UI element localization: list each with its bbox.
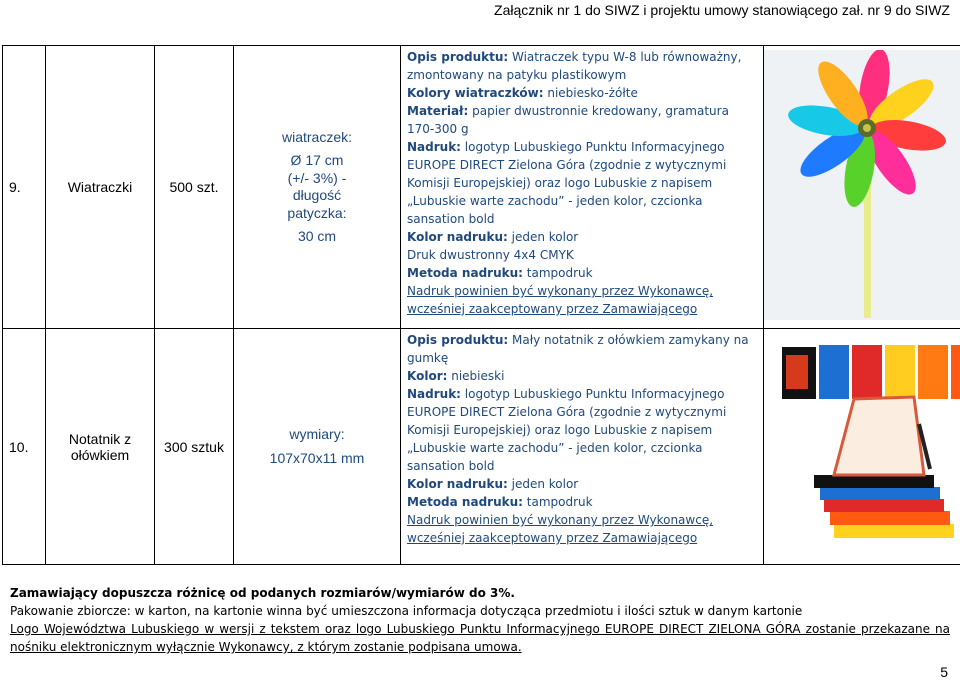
desc-text: zmontowany na patyku plastikowym bbox=[407, 68, 627, 82]
desc-text: gumkę bbox=[407, 351, 449, 365]
dim-line: Ø 17 cm bbox=[290, 152, 344, 168]
product-dimensions bbox=[234, 46, 401, 329]
product-dimensions bbox=[234, 329, 401, 565]
desc-text: Mały notatnik z ołówkiem zamykany na bbox=[508, 333, 749, 347]
notebook-image bbox=[764, 329, 960, 559]
desc-text: jeden kolor bbox=[507, 477, 579, 491]
desc-text: wcześniej zaakceptowany przez Zamawiającego bbox=[407, 302, 698, 316]
pinwheel-image bbox=[764, 50, 960, 320]
dim-line: długość bbox=[292, 187, 342, 203]
product-name: Wiatraczki bbox=[46, 46, 155, 329]
desc-text: Komisji Europejskiej) oraz logo Lubuskie z napisem bbox=[407, 423, 713, 437]
desc-text: wcześniej zaakceptowany przez Zamawiającego bbox=[407, 531, 698, 545]
row-number: 9. bbox=[3, 46, 46, 329]
desc-text: tampodruk bbox=[522, 266, 593, 280]
table-row bbox=[3, 46, 960, 329]
note-packaging: Pakowanie zbiorcze: w karton, na kartonie winna być umieszczona informacja dotycząca przedmiotu i ilości sztuk w danym kartonie bbox=[10, 604, 803, 618]
desc-text: jeden kolor bbox=[507, 230, 579, 244]
notes-section bbox=[10, 584, 950, 656]
desc-label: Materiał: bbox=[407, 104, 469, 118]
desc-text: „Lubuskie warte zachodu” - jeden kolor, czcionka bbox=[407, 194, 703, 208]
desc-label: Kolor: bbox=[407, 369, 448, 383]
desc-text: niebieski bbox=[447, 369, 505, 383]
product-spec-table bbox=[2, 45, 960, 565]
product-quantity: 300 sztuk bbox=[155, 329, 234, 565]
desc-text: EUROPE DIRECT Zielona Góra (zgodnie z wytycznymi bbox=[407, 405, 727, 419]
desc-text: niebiesko-żółte bbox=[543, 86, 638, 100]
product-description bbox=[401, 46, 764, 329]
product-description bbox=[401, 329, 764, 565]
desc-label: Nadruk: bbox=[407, 387, 461, 401]
desc-text: 170-300 g bbox=[407, 122, 469, 136]
dim-line: 30 cm bbox=[297, 228, 337, 244]
desc-text: sansation bold bbox=[407, 212, 495, 226]
desc-label: Metoda nadruku: bbox=[407, 266, 523, 280]
desc-text: Druk dwustronny 4x4 CMYK bbox=[407, 248, 574, 262]
desc-label: Kolor nadruku: bbox=[407, 230, 508, 244]
table-row bbox=[3, 329, 960, 565]
dim-line: wiatraczek: bbox=[281, 128, 353, 145]
desc-label: Nadruk: bbox=[407, 140, 461, 154]
desc-text: Wiatraczek typu W-8 lub równoważny, bbox=[508, 50, 742, 64]
desc-text: Komisji Europejskiej) oraz logo Lubuskie z napisem bbox=[407, 176, 713, 190]
desc-text: tampodruk bbox=[522, 495, 593, 509]
desc-text: logotyp Lubuskiego Punktu Informacyjnego bbox=[460, 140, 725, 154]
desc-text: Nadruk powinien być wykonany przez Wykonawcę, bbox=[407, 284, 714, 298]
desc-label: Metoda nadruku: bbox=[407, 495, 523, 509]
note-tolerance: Zamawiający dopuszcza różnicę od podanych rozmiarów/wymiarów do 3%. bbox=[10, 586, 515, 600]
note-logo: Logo Województwa Lubuskiego w wersji z tekstem oraz logo Lubuskiego Punktu Informacyjnego EUROPE DIRECT ZIELONA GÓRA zostanie przekazane na nośniku elektronicznym wyłącznie Wykonawcy, z którym zostanie podpisana umowa. bbox=[10, 622, 950, 654]
desc-label: Kolory wiatraczków: bbox=[407, 86, 544, 100]
dim-line: (+/- 3%) - bbox=[287, 169, 347, 186]
product-photo-pinwheel bbox=[764, 46, 960, 329]
desc-text: Nadruk powinien być wykonany przez Wykonawcę, bbox=[407, 513, 714, 527]
row-number: 10. bbox=[3, 329, 46, 565]
desc-text: papier dwustronnie kredowany, gramatura bbox=[468, 104, 729, 118]
dim-line: 107x70x11 mm bbox=[269, 449, 365, 466]
desc-text: logotyp Lubuskiego Punktu Informacyjnego bbox=[460, 387, 725, 401]
desc-label: Opis produktu: bbox=[407, 333, 509, 347]
desc-text: „Lubuskie warte zachodu” - jeden kolor, czcionka bbox=[407, 441, 703, 455]
page-number: 5 bbox=[940, 664, 948, 680]
product-name: Notatnik z ołówkiem bbox=[46, 329, 155, 565]
dim-line: wymiary: bbox=[289, 426, 345, 442]
product-photo-notebook bbox=[764, 329, 960, 565]
desc-label: Kolor nadruku: bbox=[407, 477, 508, 491]
desc-text: EUROPE DIRECT Zielona Góra (zgodnie z wytycznymi bbox=[407, 158, 727, 172]
product-quantity: 500 szt. bbox=[155, 46, 234, 329]
desc-text: sansation bold bbox=[407, 459, 495, 473]
desc-label: Opis produktu: bbox=[407, 50, 509, 64]
dim-line: patyczka: bbox=[287, 204, 347, 221]
document-header: Załącznik nr 1 do SIWZ i projektu umowy stanowiącego zał. nr 9 do SIWZ bbox=[494, 2, 950, 18]
